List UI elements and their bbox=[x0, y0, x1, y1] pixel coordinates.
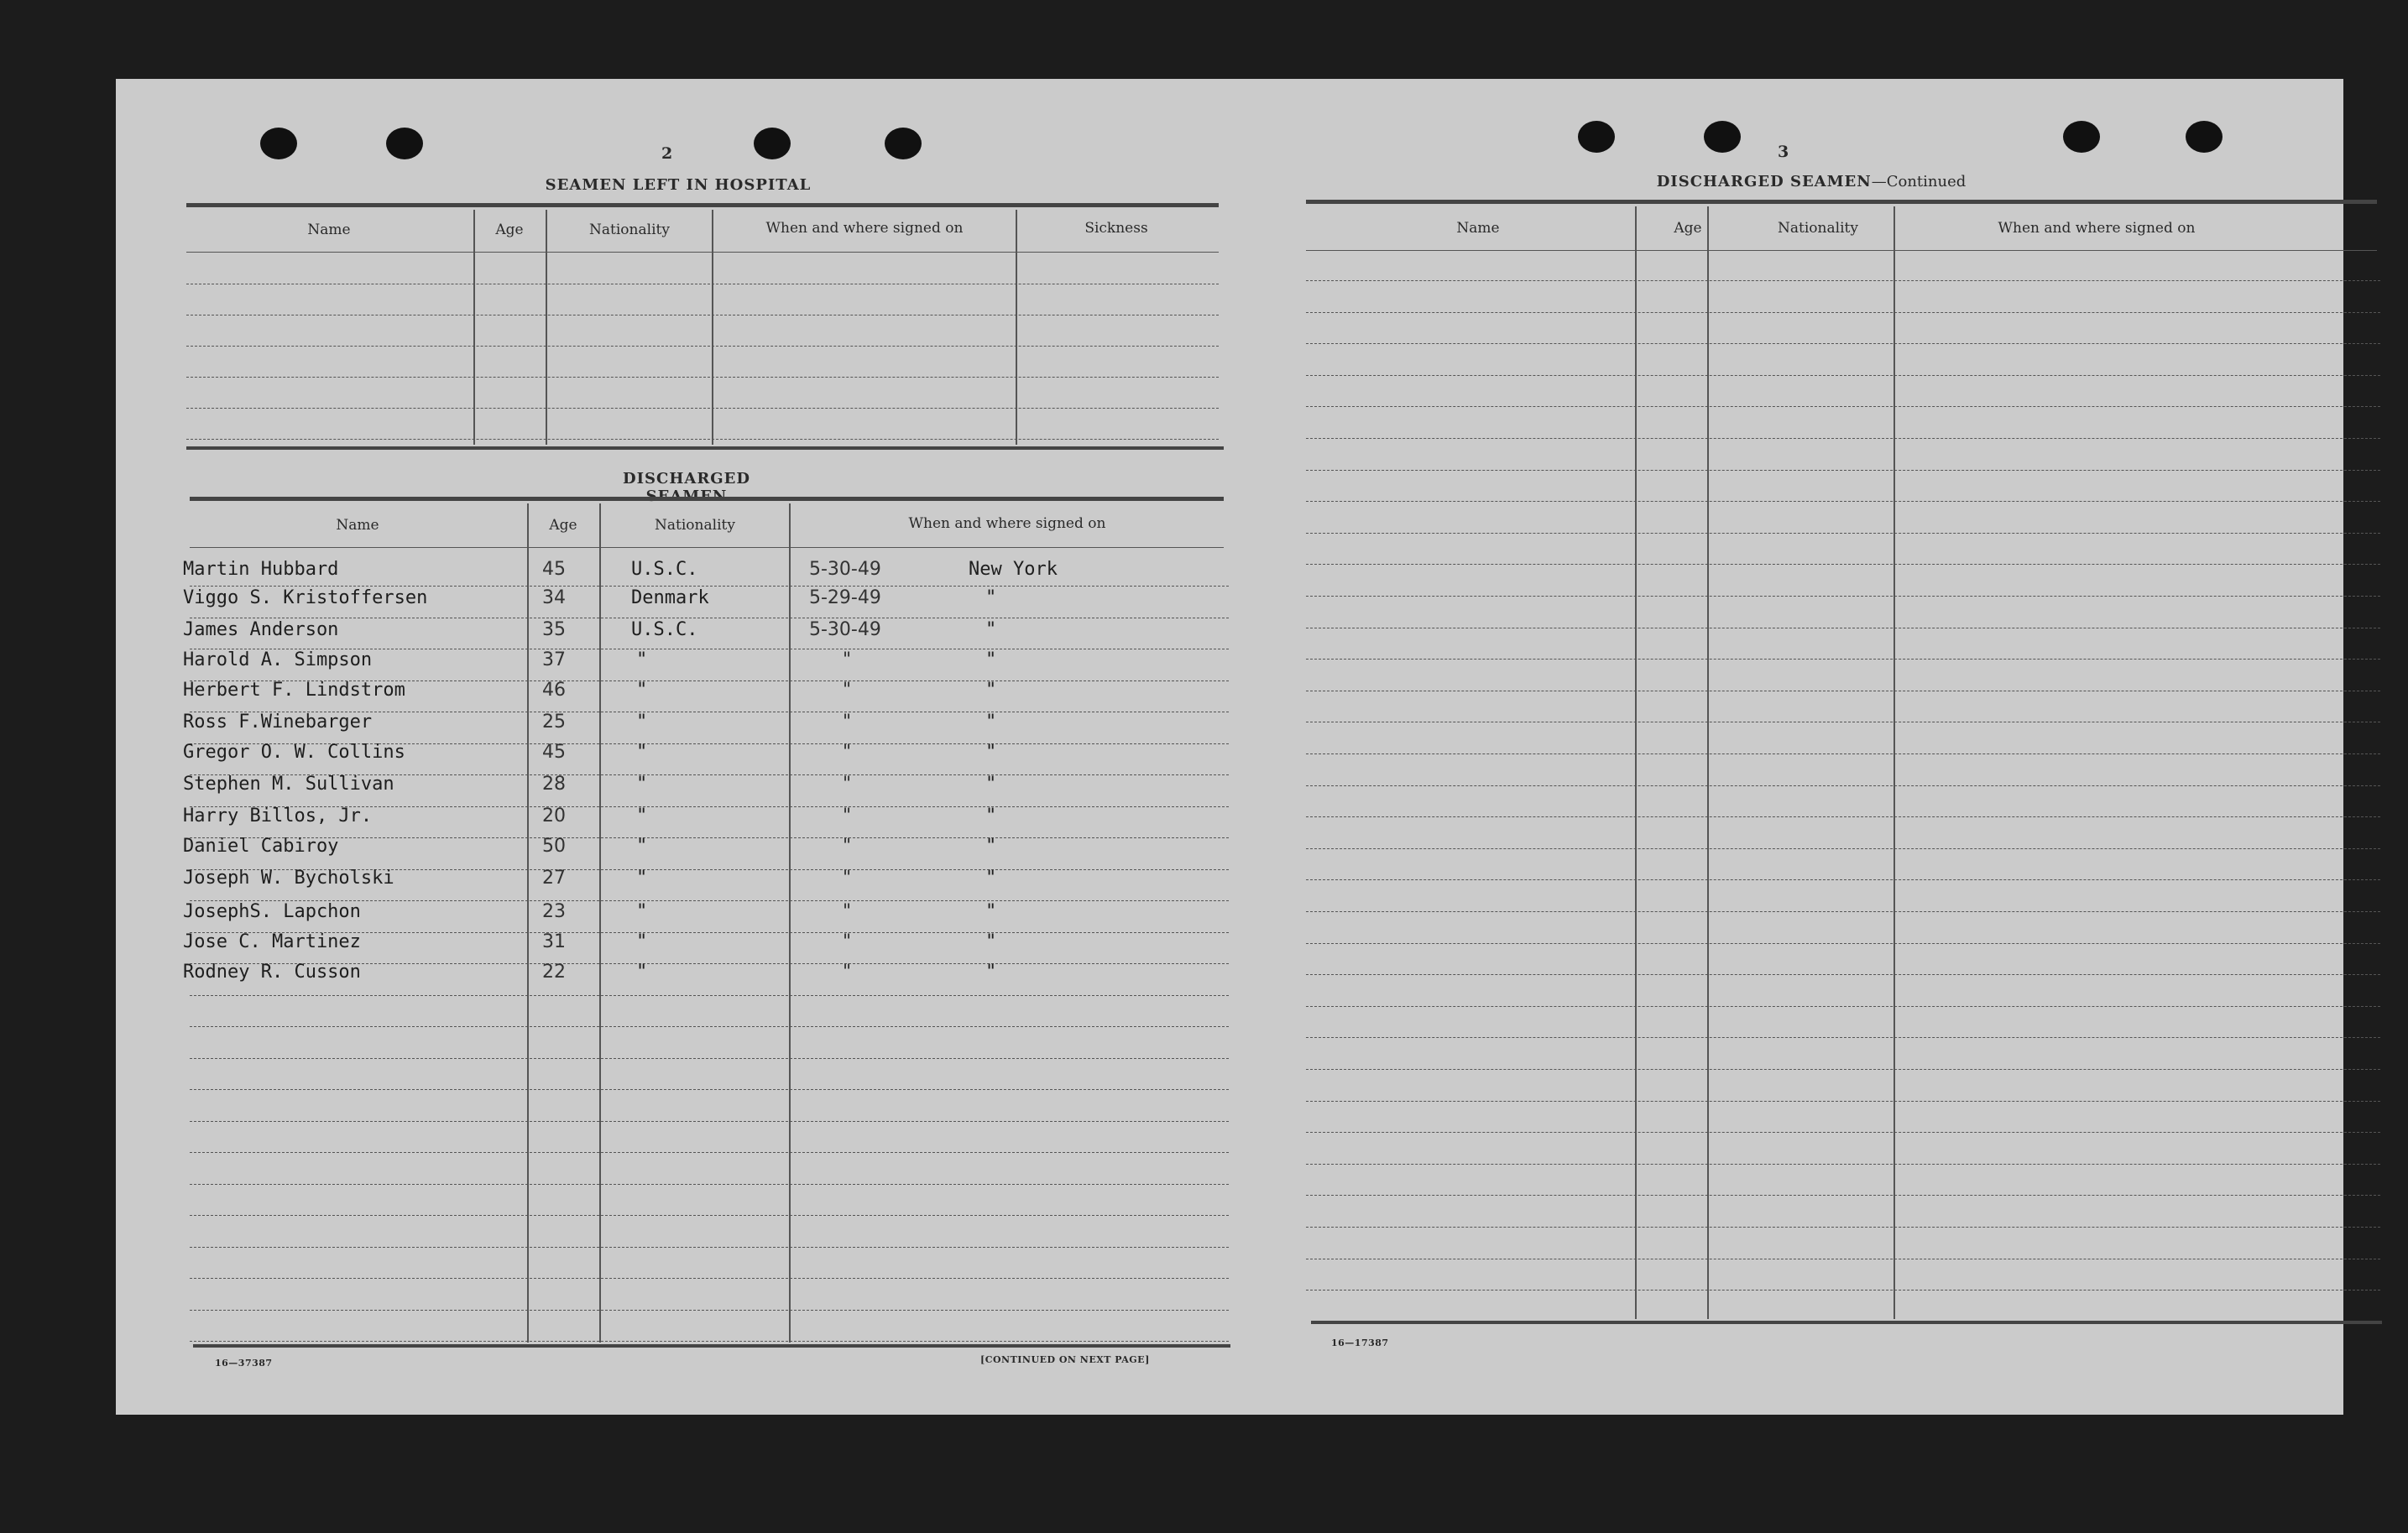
column-divider bbox=[546, 210, 547, 445]
row-line bbox=[1306, 501, 2380, 502]
discharged-col-nationality: Nationality bbox=[655, 517, 735, 534]
cell-name: Daniel Cabiroy bbox=[183, 836, 339, 857]
row-line bbox=[190, 1215, 1229, 1216]
cell-age: 45 bbox=[542, 559, 566, 580]
cell-place: " bbox=[985, 962, 997, 983]
row-line bbox=[190, 995, 1229, 996]
row-line bbox=[1306, 1195, 2380, 1196]
cell-name: Rodney R. Cusson bbox=[183, 962, 361, 983]
cell-place: " bbox=[985, 836, 997, 857]
cell-place: New York bbox=[969, 559, 1058, 580]
cell-date: " bbox=[843, 806, 852, 826]
cell-nationality: " bbox=[636, 836, 648, 857]
column-divider bbox=[473, 210, 475, 445]
cell-name: Stephen M. Sullivan bbox=[183, 774, 394, 795]
row-line bbox=[1306, 659, 2380, 660]
row-line bbox=[190, 1026, 1229, 1027]
cell-age: 34 bbox=[542, 587, 566, 608]
row-line bbox=[190, 1184, 1229, 1185]
cell-place: " bbox=[985, 680, 997, 701]
column-divider bbox=[1016, 210, 1017, 445]
cell-nationality: " bbox=[636, 680, 648, 701]
punch-hole bbox=[1704, 121, 1741, 153]
column-divider bbox=[527, 503, 529, 1343]
cell-nationality: " bbox=[636, 806, 648, 826]
cell-place: " bbox=[985, 868, 997, 889]
right-col-name: Name bbox=[1456, 220, 1500, 237]
cell-date: 5-30-49 bbox=[809, 619, 881, 640]
cell-nationality: " bbox=[636, 868, 648, 889]
form-number-left: 16—37387 bbox=[215, 1358, 273, 1369]
header-underline bbox=[1306, 250, 2377, 251]
cell-name: Harry Billos, Jr. bbox=[183, 806, 373, 826]
row-line bbox=[190, 1341, 1229, 1342]
row-line bbox=[1306, 312, 2380, 313]
punch-hole bbox=[1578, 121, 1615, 153]
hospital-bottom-rule bbox=[186, 446, 1224, 450]
page-number-right: 3 bbox=[1778, 143, 1789, 161]
cell-date: 5-30-49 bbox=[809, 559, 881, 580]
cell-place: " bbox=[985, 742, 997, 763]
hospital-col-nationality: Nationality bbox=[589, 222, 670, 238]
row-line bbox=[1306, 596, 2380, 597]
row-line bbox=[190, 1058, 1229, 1059]
discharged-section-title: DISCHARGED bbox=[623, 470, 750, 488]
cell-age: 23 bbox=[542, 901, 566, 922]
column-divider bbox=[1635, 206, 1637, 1319]
cell-place: " bbox=[985, 931, 997, 952]
cell-name: Joseph W. Bycholski bbox=[183, 868, 394, 889]
row-line bbox=[190, 837, 1229, 838]
discharged-bottom-rule bbox=[193, 1344, 1230, 1348]
column-divider bbox=[1893, 206, 1895, 1319]
row-line bbox=[190, 1278, 1229, 1279]
cell-age: 45 bbox=[542, 742, 566, 763]
row-line bbox=[190, 1089, 1229, 1090]
cell-nationality: " bbox=[636, 649, 648, 670]
cell-name: James Anderson bbox=[183, 619, 339, 640]
cell-age: 25 bbox=[542, 712, 566, 733]
right-col-age: Age bbox=[1674, 220, 1702, 237]
column-divider bbox=[712, 210, 713, 445]
cell-date: " bbox=[843, 742, 852, 763]
row-line bbox=[190, 1247, 1229, 1248]
cell-name: Martin Hubbard bbox=[183, 559, 339, 580]
cell-age: 37 bbox=[542, 649, 566, 670]
cell-name: Herbert F. Lindstrom bbox=[183, 680, 405, 701]
cell-place: " bbox=[985, 649, 997, 670]
cell-age: 46 bbox=[542, 680, 566, 701]
row-line bbox=[1306, 1037, 2380, 1038]
hospital-col-signed-on: When and where signed on bbox=[765, 220, 964, 237]
punch-hole bbox=[2063, 121, 2100, 153]
cell-age: 22 bbox=[542, 962, 566, 983]
column-divider bbox=[1707, 206, 1709, 1319]
cell-name: Harold A. Simpson bbox=[183, 649, 373, 670]
row-line bbox=[1306, 1227, 2380, 1228]
right-top-rule bbox=[1306, 200, 2377, 204]
row-line bbox=[1306, 943, 2380, 944]
row-line bbox=[190, 1310, 1229, 1311]
cell-age: 27 bbox=[542, 868, 566, 889]
right-title-main: DISCHARGED SEAMEN bbox=[1656, 173, 1872, 190]
row-line bbox=[1306, 564, 2380, 565]
form-number-right: 16—17387 bbox=[1331, 1337, 1389, 1348]
row-line bbox=[1306, 280, 2380, 281]
cell-age: 50 bbox=[542, 836, 566, 857]
row-line bbox=[1306, 533, 2380, 534]
row-line bbox=[1306, 848, 2380, 849]
cell-name: Viggo S. Kristoffersen bbox=[183, 587, 428, 608]
row-line bbox=[1306, 470, 2380, 471]
row-line bbox=[1306, 816, 2380, 817]
hospital-top-rule bbox=[186, 203, 1219, 207]
discharged-col-age: Age bbox=[549, 517, 577, 534]
row-line bbox=[190, 586, 1229, 587]
cell-nationality: " bbox=[636, 774, 648, 795]
cell-age: 31 bbox=[542, 931, 566, 952]
continued-note: [CONTINUED ON NEXT PAGE] bbox=[980, 1354, 1150, 1365]
cell-place: " bbox=[985, 712, 997, 733]
cell-nationality: Denmark bbox=[631, 587, 709, 608]
cell-place: " bbox=[985, 619, 997, 640]
cell-nationality: " bbox=[636, 712, 648, 733]
row-line bbox=[1306, 1101, 2380, 1102]
header-underline bbox=[186, 252, 1219, 253]
cell-name: Ross F.Winebarger bbox=[183, 712, 373, 733]
cell-date: " bbox=[843, 962, 852, 983]
discharged-col-signed-on: When and where signed on bbox=[908, 515, 1106, 532]
row-line bbox=[1306, 1132, 2380, 1133]
cell-date: " bbox=[843, 901, 852, 922]
document-sheet bbox=[116, 79, 2343, 1415]
cell-name: Gregor O. W. Collins bbox=[183, 742, 405, 763]
hospital-col-name: Name bbox=[307, 222, 351, 238]
row-line bbox=[186, 439, 1219, 440]
cell-age: 20 bbox=[542, 806, 566, 826]
discharged-col-name: Name bbox=[336, 517, 379, 534]
cell-date: " bbox=[843, 931, 852, 952]
row-line bbox=[1306, 406, 2380, 407]
row-line bbox=[190, 1152, 1229, 1153]
hospital-section-title: SEAMEN LEFT IN HOSPITAL bbox=[545, 176, 812, 194]
cell-date: " bbox=[843, 712, 852, 733]
row-line bbox=[1306, 879, 2380, 880]
hospital-col-sickness: Sickness bbox=[1084, 220, 1148, 237]
row-line bbox=[1306, 753, 2380, 754]
cell-place: " bbox=[985, 901, 997, 922]
right-bottom-rule bbox=[1311, 1321, 2382, 1324]
row-line bbox=[186, 377, 1219, 378]
row-line bbox=[1306, 785, 2380, 786]
row-line bbox=[1306, 438, 2380, 439]
row-line bbox=[1306, 1164, 2380, 1165]
right-title-suffix: —Continued bbox=[1871, 173, 1967, 190]
column-divider bbox=[789, 503, 791, 1343]
hospital-col-age: Age bbox=[495, 222, 524, 238]
cell-nationality: " bbox=[636, 742, 648, 763]
cell-name: JosephS. Lapchon bbox=[183, 901, 361, 922]
row-line bbox=[190, 1121, 1229, 1122]
right-col-signed-on: When and where signed on bbox=[1998, 220, 2196, 237]
row-line bbox=[186, 346, 1219, 347]
cell-date: " bbox=[843, 868, 852, 889]
row-line bbox=[1306, 343, 2380, 344]
cell-age: 28 bbox=[542, 774, 566, 795]
cell-date: 5-29-49 bbox=[809, 587, 881, 608]
page-number-left: 2 bbox=[661, 144, 673, 163]
punch-hole bbox=[386, 128, 423, 159]
column-divider bbox=[599, 503, 601, 1343]
row-line bbox=[1306, 1006, 2380, 1007]
punch-hole bbox=[260, 128, 297, 159]
row-line bbox=[1306, 974, 2380, 975]
row-line bbox=[1306, 1290, 2380, 1291]
cell-place: " bbox=[985, 806, 997, 826]
cell-nationality: U.S.C. bbox=[631, 559, 698, 580]
cell-place: " bbox=[985, 774, 997, 795]
right-section-title bbox=[1576, 173, 2046, 190]
punch-hole bbox=[2186, 121, 2223, 153]
cell-name: Jose C. Martinez bbox=[183, 931, 361, 952]
discharged-top-rule bbox=[190, 497, 1224, 501]
cell-nationality: " bbox=[636, 931, 648, 952]
cell-nationality: U.S.C. bbox=[631, 619, 698, 640]
header-underline bbox=[190, 547, 1224, 548]
cell-date: " bbox=[843, 649, 852, 670]
row-line bbox=[1306, 375, 2380, 376]
cell-nationality: " bbox=[636, 962, 648, 983]
cell-date: " bbox=[843, 836, 852, 857]
row-line bbox=[186, 408, 1219, 409]
cell-date: " bbox=[843, 680, 852, 701]
row-line bbox=[1306, 1069, 2380, 1070]
row-line bbox=[1306, 911, 2380, 912]
cell-date: " bbox=[843, 774, 852, 795]
cell-nationality: " bbox=[636, 901, 648, 922]
punch-hole bbox=[754, 128, 791, 159]
punch-hole bbox=[885, 128, 922, 159]
cell-age: 35 bbox=[542, 619, 566, 640]
right-col-nationality: Nationality bbox=[1778, 220, 1858, 237]
cell-place: " bbox=[985, 587, 997, 608]
